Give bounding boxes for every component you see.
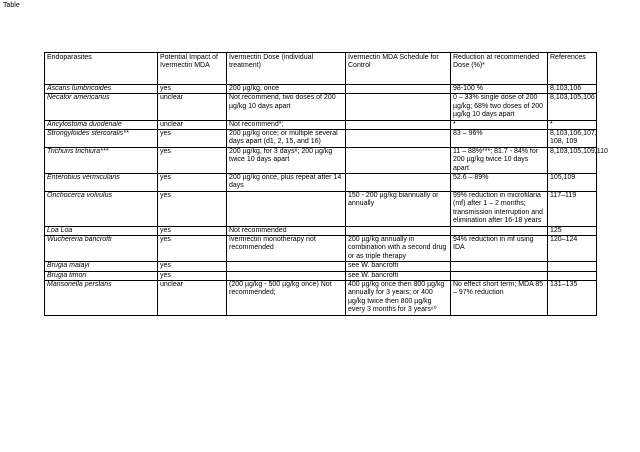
cell-endoparasite: Ascaris lumbricoides bbox=[45, 85, 158, 94]
cell-impact: yes bbox=[158, 235, 227, 261]
header-ivermectin-dose: Ivermectin Dose (individual treatment) bbox=[227, 53, 346, 85]
cell-dose: 200 µg/kg, once bbox=[227, 85, 346, 94]
cell-dose: (200 µg/kg - 500 µg/kg once) Not recommended; bbox=[227, 280, 346, 315]
table-row bbox=[45, 191, 597, 226]
cell-references: 8,103,105,106 bbox=[548, 94, 597, 120]
header-potential-impact: Potential Impact of Ivermectin MDA bbox=[158, 53, 227, 85]
cell-dose: Ivermectin monotherapy not recommended bbox=[227, 235, 346, 261]
ivermectin-endoparasite-table bbox=[44, 52, 608, 316]
cell-impact: yes bbox=[158, 130, 227, 148]
cell-reduction: 0 – 33% single dose of 200 µg/kg; 68% two doses of 200 µg/kg 10 days apart bbox=[451, 94, 548, 120]
page-label: Table bbox=[3, 2, 20, 9]
cell-mda-schedule: 150 - 200 µg/kg biannually or annually bbox=[346, 191, 451, 226]
table-row bbox=[45, 271, 597, 280]
cell-endoparasite: Wuchereria bancrofti bbox=[45, 235, 158, 261]
cell-references bbox=[548, 271, 597, 280]
cell-reduction bbox=[451, 271, 548, 280]
cell-mda-schedule bbox=[346, 174, 451, 192]
cell-references: 105,109 bbox=[548, 174, 597, 192]
table-row bbox=[45, 147, 597, 173]
header-references: References bbox=[548, 53, 597, 85]
cell-reduction bbox=[451, 262, 548, 271]
cell-endoparasite: Mansonella perstans bbox=[45, 280, 158, 315]
cell-references: 8,103,106 bbox=[548, 85, 597, 94]
cell-mda-schedule: see W. bancrofti bbox=[346, 271, 451, 280]
cell-impact: yes bbox=[158, 262, 227, 271]
cell-reduction: 11 – 88%***; 81.7 - 84% for 200 µg/kg twice 10 days apart bbox=[451, 147, 548, 173]
cell-reduction: 94% reduction in mf using IDA bbox=[451, 235, 548, 261]
cell-reduction bbox=[451, 226, 548, 235]
cell-references: 125 bbox=[548, 226, 597, 235]
cell-impact: yes bbox=[158, 191, 227, 226]
cell-reduction: 98-100 % bbox=[451, 85, 548, 94]
cell-dose: Not recommend*; bbox=[227, 120, 346, 129]
cell-dose bbox=[227, 271, 346, 280]
cell-mda-schedule: see W. bancrofti bbox=[346, 262, 451, 271]
cell-impact: yes bbox=[158, 147, 227, 173]
cell-impact: unclear bbox=[158, 94, 227, 120]
header-reduction: Reduction at recommended Dose (%)* bbox=[451, 53, 548, 85]
cell-endoparasite: Ancylostoma duodenale bbox=[45, 120, 158, 129]
cell-impact: yes bbox=[158, 174, 227, 192]
cell-mda-schedule: 400 µg/kg once then 800 µg/kg annually for 3 years; or 400 µg/kg twice then 800 µg/kg every 3 months for 3 years⁶⁰ bbox=[346, 280, 451, 315]
cell-mda-schedule bbox=[346, 120, 451, 129]
cell-endoparasite: Brugia timori bbox=[45, 271, 158, 280]
header-endoparasites: Endoparasites bbox=[45, 53, 158, 85]
cell-impact: yes bbox=[158, 85, 227, 94]
cell-impact: yes bbox=[158, 271, 227, 280]
cell-dose: Not recommended bbox=[227, 226, 346, 235]
cell-endoparasite: Loa Loa bbox=[45, 226, 158, 235]
cell-dose: 200 µg/kg, for 3 days⁸; 200 µg/kg twice 10 days apart bbox=[227, 147, 346, 173]
cell-endoparasite: Necator americanus bbox=[45, 94, 158, 120]
cell-impact: unclear bbox=[158, 120, 227, 129]
cell-endoparasite: Brugia malayi bbox=[45, 262, 158, 271]
header-mda-schedule: Ivermectin MDA Schedule for Control bbox=[346, 53, 451, 85]
table-row bbox=[45, 226, 597, 235]
table-row bbox=[45, 174, 597, 192]
cell-dose: 200 µg/kg once; or multiple several days apart (d1, 2, 15, and 16) bbox=[227, 130, 346, 148]
cell-reduction: 52.6 – 89% bbox=[451, 174, 548, 192]
cell-impact: yes bbox=[158, 226, 227, 235]
cell-endoparasite: Strongyloides stercoralis** bbox=[45, 130, 158, 148]
table-row bbox=[45, 262, 597, 271]
cell-mda-schedule bbox=[346, 130, 451, 148]
cell-mda-schedule bbox=[346, 226, 451, 235]
cell-dose bbox=[227, 191, 346, 226]
cell-reduction: No effect short term; MDA 85 – 97% reduction bbox=[451, 280, 548, 315]
cell-mda-schedule bbox=[346, 85, 451, 94]
cell-reduction: 83 – 96% bbox=[451, 130, 548, 148]
cell-dose: Not recommend, two doses of 200 µg/kg 10 days apart bbox=[227, 94, 346, 120]
cell-endoparasite: Onchocerca volvulus bbox=[45, 191, 158, 226]
table-row bbox=[45, 85, 597, 94]
cell-dose: 200 µg/kg once, plus repeat after 14 days bbox=[227, 174, 346, 192]
cell-mda-schedule bbox=[346, 147, 451, 173]
cell-reduction: 99% reduction in microfilaria (mf) after 1 – 2 months; transmission interruption and elimination after 16-18 years bbox=[451, 191, 548, 226]
table-header-row bbox=[45, 53, 597, 85]
table-row bbox=[45, 235, 597, 261]
cell-endoparasite: Trichuris trichiura*** bbox=[45, 147, 158, 173]
table-row bbox=[45, 120, 597, 129]
cell-endoparasite: Enterobius vermicularis bbox=[45, 174, 158, 192]
table-row bbox=[45, 130, 597, 148]
cell-references bbox=[548, 262, 597, 271]
cell-references: 131–135 bbox=[548, 280, 597, 315]
cell-mda-schedule: 200 µg/kg annually in combination with a second drug or as triple therapy bbox=[346, 235, 451, 261]
cell-impact: unclear bbox=[158, 280, 227, 315]
table-row bbox=[45, 280, 597, 315]
cell-references: * bbox=[548, 120, 597, 129]
cell-mda-schedule bbox=[346, 94, 451, 120]
cell-references: 120–124 bbox=[548, 235, 597, 261]
cell-references: 8,103,105,109,110 bbox=[548, 147, 597, 173]
cell-references: 117–119 bbox=[548, 191, 597, 226]
cell-references: 8,103,106,107, 108, 109 bbox=[548, 130, 597, 148]
table-row bbox=[45, 94, 597, 120]
cell-reduction: * bbox=[451, 120, 548, 129]
cell-dose bbox=[227, 262, 346, 271]
